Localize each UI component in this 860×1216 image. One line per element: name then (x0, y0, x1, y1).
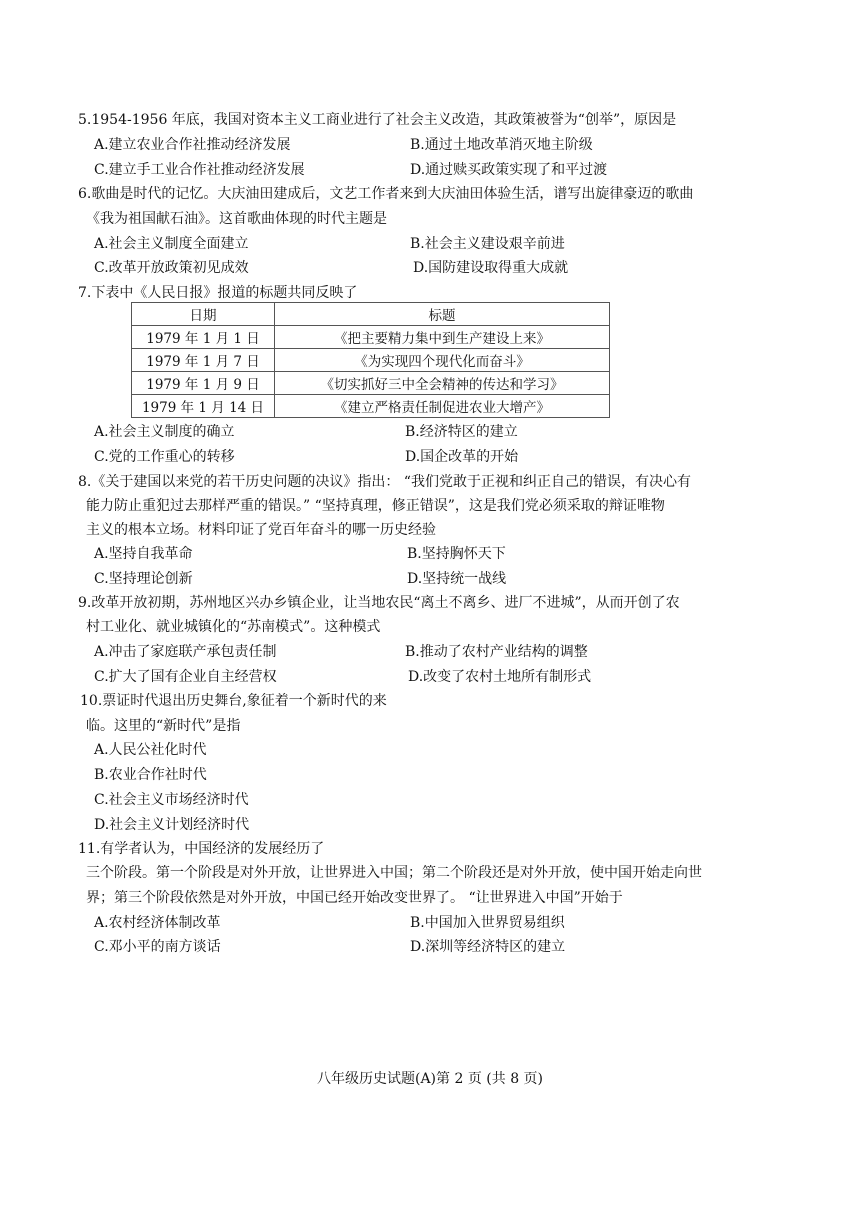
q9-stem-line2: 村工业化、就业城镇化的“苏南模式”。这种模式 (86, 619, 381, 635)
q5-option-d: D.通过赎买政策实现了和平过渡 (410, 162, 608, 178)
table-cell-title: 《切实抓好三中全会精神的传达和学习》 (275, 372, 610, 395)
table-cell-date: 1979 年 1 月 1 日 (132, 326, 275, 349)
q5-option-a: A.建立农业合作社推动经济发展 (94, 137, 291, 153)
table-cell-date: 1979 年 1 月 7 日 (132, 349, 275, 372)
table-cell-date: 1979 年 1 月 9 日 (132, 372, 275, 395)
q9-option-d: D.改变了农村土地所有制形式 (408, 669, 592, 685)
q8-option-d: D.坚持统一战线 (407, 571, 507, 587)
q6-option-a: A.社会主义制度全面建立 (94, 236, 249, 252)
page-footer: 八年级历史试题(A)第 2 页 (共 8 页) (316, 1071, 544, 1087)
q5-option-c: C.建立手工业合作社推动经济发展 (94, 162, 305, 178)
q10-stem-line2: 临。这里的“新时代”是指 (86, 718, 241, 734)
q9-stem-line1: 9.改革开放初期，苏州地区兴办乡镇企业，让当地农民“离土不离乡、进厂不进城”，从而开创了农 (78, 595, 680, 611)
q7-table (131, 302, 610, 418)
q9-option-a: A.冲击了家庭联产承包责任制 (94, 644, 277, 660)
table-cell-date: 1979 年 1 月 14 日 (132, 395, 275, 418)
table-header-date: 日期 (132, 303, 275, 326)
q8-stem-line1: 8.《关于建国以来党的若干历史问题的决议》指出： “我们党敢于正视和纠正自己的错误，有决心有 (78, 474, 691, 490)
q5-stem: 5.1954-1956 年底，我国对资本主义工商业进行了社会主义改造，其政策被誉为“创举”，原因是 (78, 112, 677, 128)
q10-stem-line1: 10.票证时代退出历史舞台,象征着一个新时代的来 (80, 693, 387, 709)
table-cell-title: 《建立严格责任制促进农业大增产》 (275, 395, 610, 418)
q8-stem-line3: 主义的根本立场。材料印证了党百年奋斗的哪一历史经验 (86, 522, 436, 538)
q10-option-c: C.社会主义市场经济时代 (94, 792, 249, 808)
q6-stem-line2: 《我为祖国献石油》。这首歌曲体现的时代主题是 (86, 211, 387, 227)
q5-option-b: B.通过土地改革消灭地主阶级 (410, 137, 593, 153)
q11-stem-line3: 界；第三个阶段依然是对外开放，中国已经开始改变世界了。 “让世界进入中国”开始于 (86, 890, 623, 906)
q11-option-c: C.邓小平的南方谈话 (94, 939, 221, 955)
q10-option-b: B.农业合作社时代 (94, 767, 207, 783)
q7-stem: 7.下表中《人民日报》报道的标题共同反映了 (78, 285, 358, 301)
table-cell-title: 《为实现四个现代化而奋斗》 (275, 349, 610, 372)
table-header-row (132, 303, 610, 326)
q7-option-c: C.党的工作重心的转移 (94, 449, 235, 465)
q9-option-c: C.扩大了国有企业自主经营权 (94, 669, 277, 685)
q7-option-b: B.经济特区的建立 (405, 424, 518, 440)
table-row (132, 395, 610, 418)
q8-option-a: A.坚持自我革命 (94, 546, 193, 562)
table-cell-title: 《把主要精力集中到生产建设上来》 (275, 326, 610, 349)
q9-option-b: B.推动了农村产业结构的调整 (405, 644, 588, 660)
q8-stem-line2: 能力防止重犯过去那样严重的错误。” “坚持真理，修正错误”，这是我们党必须采取的辩证唯物 (86, 498, 665, 514)
table-row (132, 326, 610, 349)
q11-option-a: A.农村经济体制改革 (94, 915, 221, 931)
q6-option-b: B.社会主义建设艰辛前进 (410, 236, 565, 252)
q11-option-d: D.深圳等经济特区的建立 (410, 939, 566, 955)
q6-option-c: C.改革开放政策初见成效 (94, 260, 249, 276)
q10-option-a: A.人民公社化时代 (94, 742, 207, 758)
table-row (132, 349, 610, 372)
q8-option-c: C.坚持理论创新 (94, 571, 193, 587)
table-header-title: 标题 (275, 303, 610, 326)
q7-option-a: A.社会主义制度的确立 (94, 424, 235, 440)
table-row (132, 372, 610, 395)
q7-option-d: D.国企改革的开始 (405, 449, 519, 465)
q10-option-d: D.社会主义计划经济时代 (94, 817, 250, 833)
q8-option-b: B.坚持胸怀天下 (407, 546, 506, 562)
q11-stem-line2: 三个阶段。第一个阶段是对外开放，让世界进入中国；第二个阶段还是对外开放，使中国开始走向世 (86, 865, 702, 881)
q6-option-d: D.国防建设取得重大成就 (413, 260, 569, 276)
q11-stem-line1: 11.有学者认为，中国经济的发展经历了 (78, 841, 325, 857)
q6-stem-line1: 6.歌曲是时代的记忆。大庆油田建成后，文艺工作者来到大庆油田体验生活，谱写出旋律豪迈的歌曲 (78, 186, 694, 202)
q11-option-b: B.中国加入世界贸易组织 (410, 915, 565, 931)
